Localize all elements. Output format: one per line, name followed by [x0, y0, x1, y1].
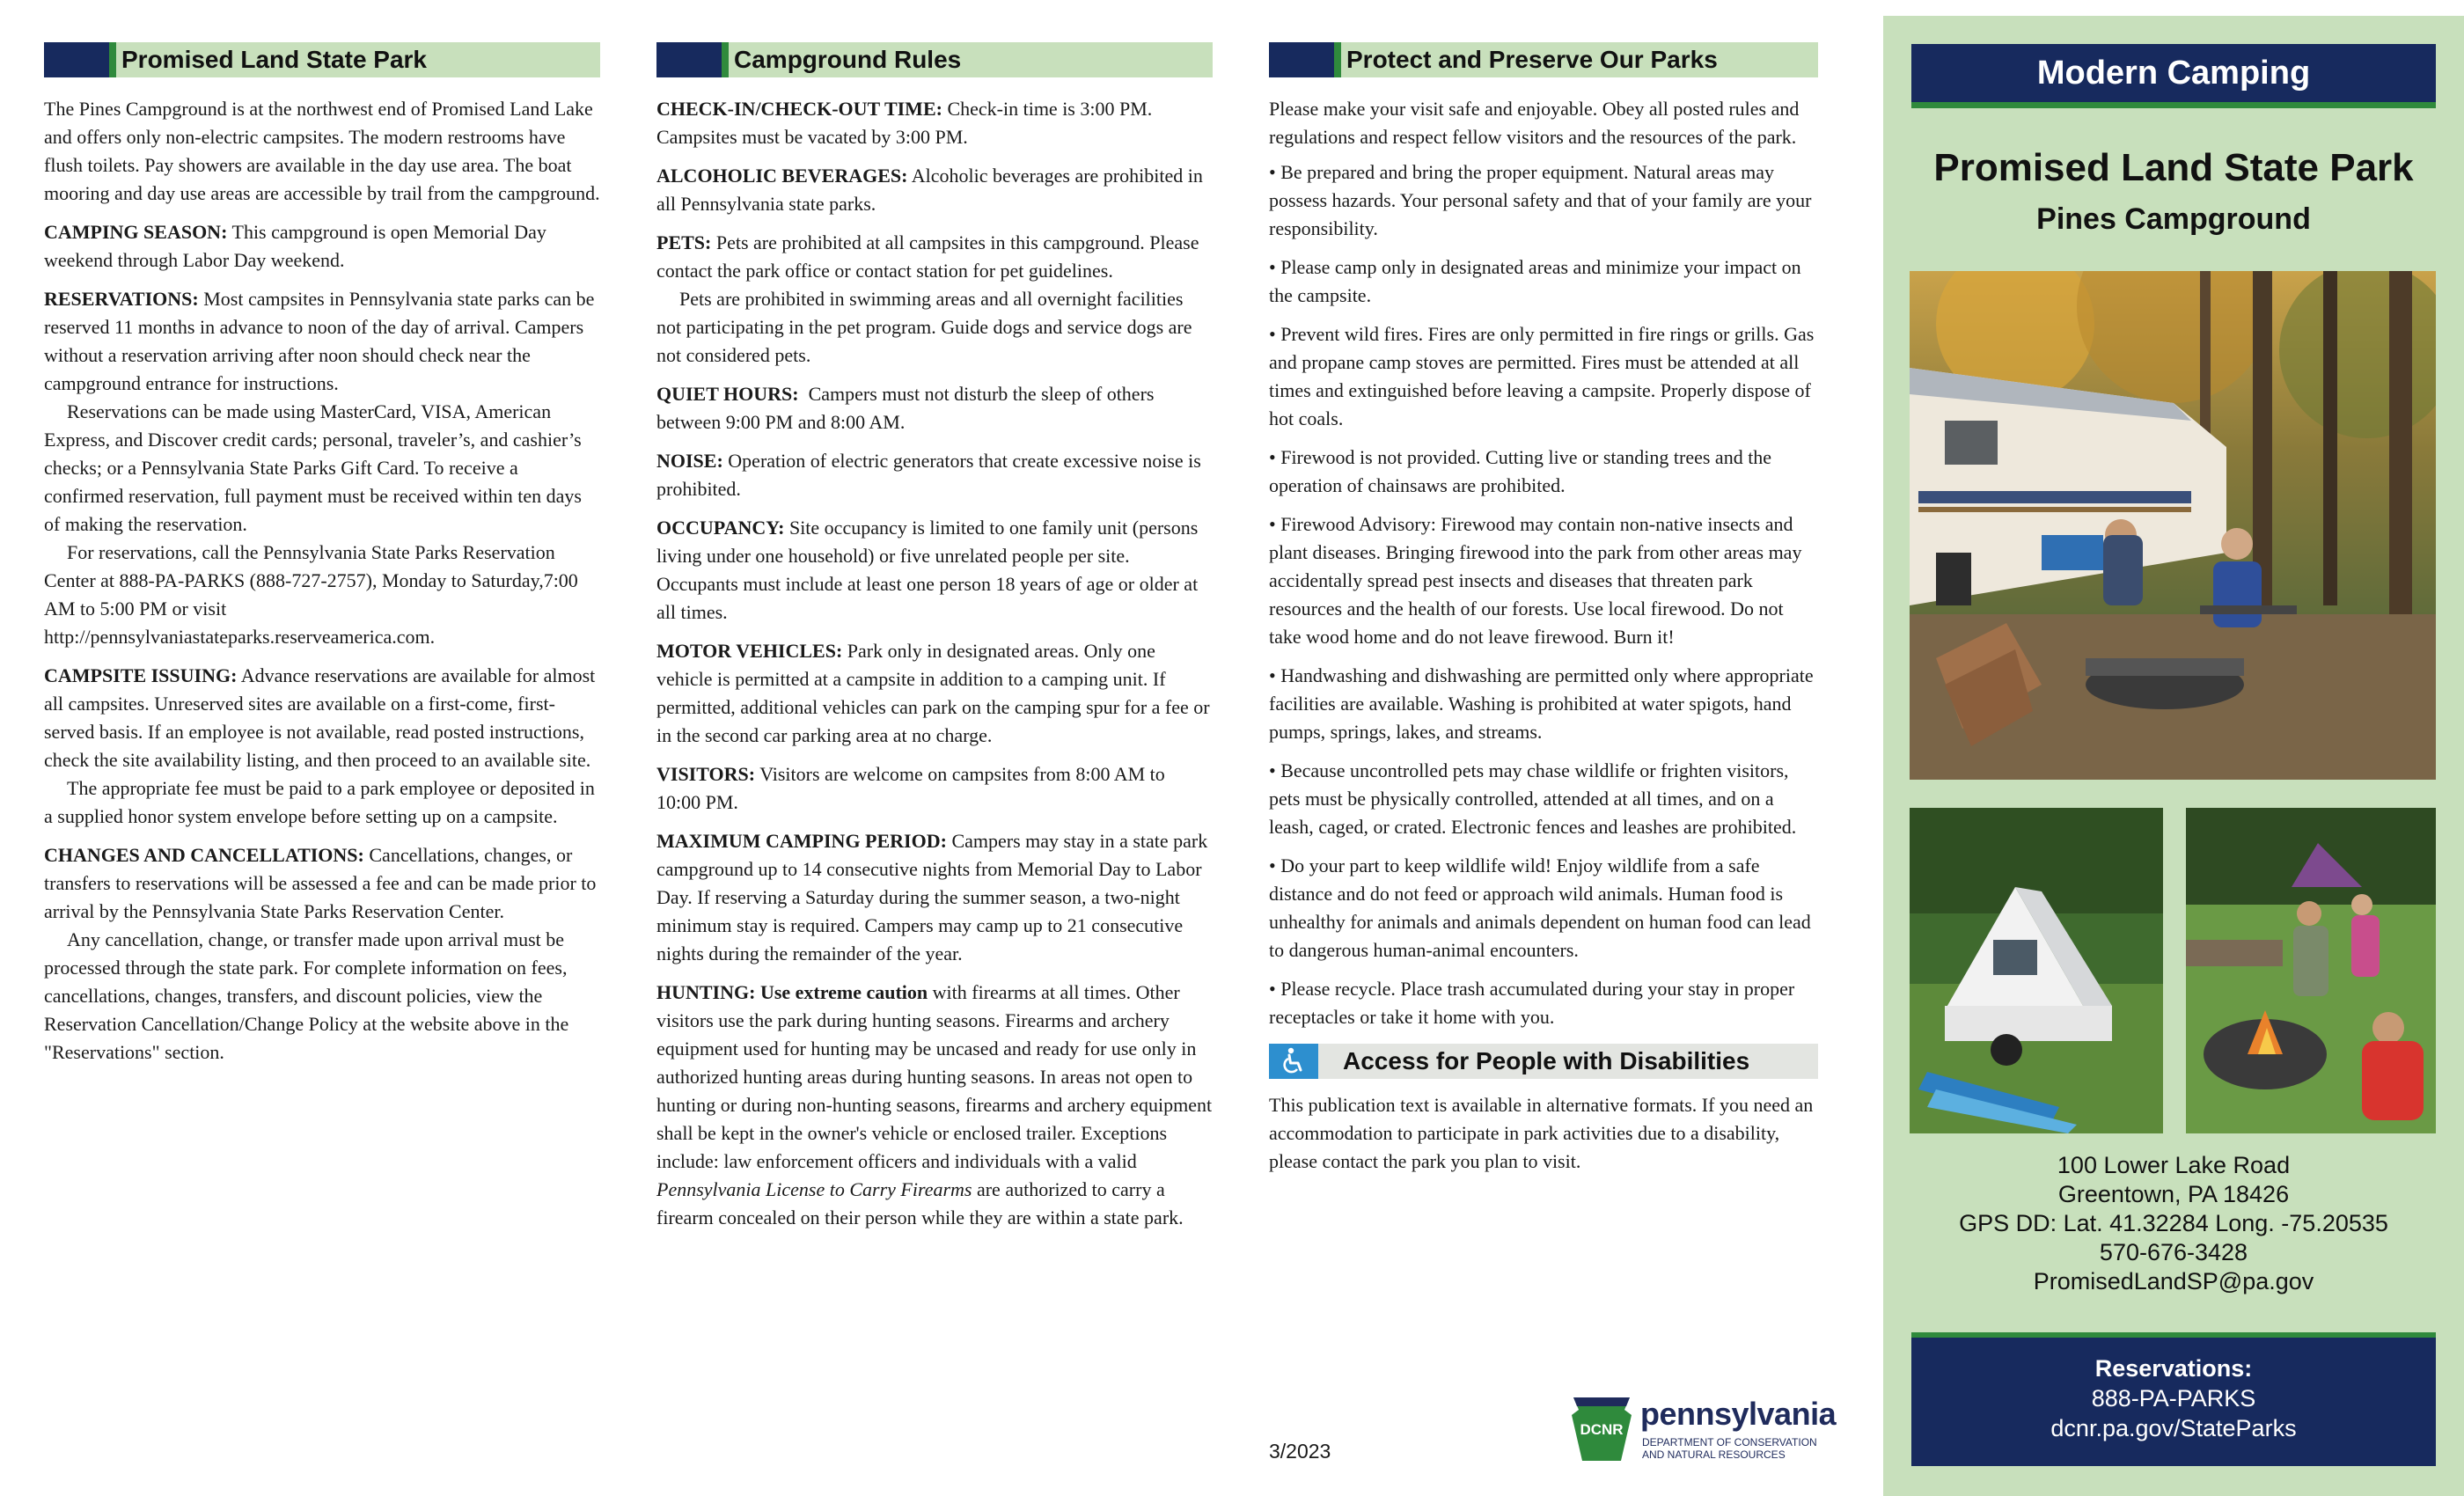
main-campsite-photo — [1910, 271, 2436, 780]
banner-text: Modern Camping — [2036, 55, 2311, 92]
label: ALCOHOLIC BEVERAGES: — [656, 165, 908, 187]
reservations-phone: 888-PA-PARKS — [2091, 1385, 2256, 1412]
bullet-item: • Please camp only in designated areas and minimize your impact on the campsite. — [1269, 256, 1801, 306]
park-title: Promised Land State Park — [1933, 146, 2414, 189]
max-camping-paragraph — [656, 827, 1213, 968]
cover-panel — [1883, 16, 2464, 1496]
text: with firearms at all times. Other visitors use the park during hunting seasons. Firearms and archery equipment used for hunting may be uncased and ready for use only in authorized hunting areas during hunting seasons. In areas not open to hunting or during non-hunting seasons, firearms and archery equipment shall be kept in the owner's vehicle or enclosed trailer. Exceptions include: law enforcement officers and individuals with a valid — [656, 981, 1213, 1172]
pets-paragraph — [656, 229, 1213, 285]
text: Cancellations, changes, or transfers to reservations will be assessed a fee and can be made prior to arrival by the Pennsylvania State Parks Reservation Center. — [44, 844, 597, 922]
logo-department — [1642, 1436, 1817, 1461]
visitors-paragraph — [656, 760, 1213, 817]
modern-camping-banner — [1911, 44, 2436, 108]
column-campground-rules — [656, 42, 1213, 1243]
section-header-protect — [1269, 42, 1818, 77]
label: QUIET HOURS: — [656, 383, 799, 405]
dept-line: AND NATURAL RESOURCES — [1642, 1448, 1786, 1461]
label: PETS: — [656, 231, 712, 253]
publication-date: 3/2023 — [1269, 1440, 1331, 1463]
label: NOISE: — [656, 450, 723, 472]
motor-vehicles-paragraph — [656, 637, 1213, 750]
label: OCCUPANCY: — [656, 517, 785, 539]
header-block — [44, 42, 109, 77]
text: Advance reservations are available for almost all campsites. Unreserved sites are available on a first-come, first-served basis. If an employee is not available, read posted instructions, check the site availability listing, and then proceed to an available site. — [44, 664, 596, 771]
reservations-website: dcnr.pa.gov/StateParks — [2050, 1415, 2297, 1441]
reservations-title: Reservations: — [2094, 1355, 2253, 1382]
campsite-issuing-paragraph — [44, 662, 600, 774]
quiet-hours-paragraph — [656, 380, 1213, 436]
text: Site occupancy is limited to one family unit (persons living under one household) or five unrelated people per site. Occupants must include at least one person 18 years of age or older at all times. — [656, 517, 1199, 623]
address-line: 100 Lower Lake Road — [2057, 1152, 2291, 1178]
contact-block — [1883, 1151, 2464, 1296]
text: Alcoholic beverages are prohibited in all Pennsylvania state parks. — [656, 165, 1203, 215]
label: CHANGES AND CANCELLATIONS: — [44, 844, 364, 866]
text-end: are authorized to carry a firearm concealed on their person while they are within a state park. — [656, 1178, 1184, 1228]
label: CAMPING SEASON: — [44, 221, 228, 243]
text: Pets are prohibited at all campsites in this campground. Please contact the park office or contact station for pet guidelines. — [656, 231, 1199, 282]
label: MAXIMUM CAMPING PERIOD: — [656, 830, 947, 852]
aframe-camper-photo — [1910, 808, 2163, 1133]
bullet-item: • Firewood Advisory: Firewood may contain non-native insects and plant diseases. Bringing firewood into the park from other areas may accidentally spread pest insects and diseases that threaten park resources and the health of our forests. Use local firewood. Do not take wood home and do not leave firewood. Burn it! — [1269, 513, 1802, 648]
text: Operation of electric generators that create excessive noise is prohibited. — [656, 450, 1201, 500]
section-heading: Campground Rules — [734, 46, 962, 73]
alcohol-paragraph — [656, 162, 1213, 218]
text: Campers must not disturb the sleep of others between 9:00 PM and 8:00 AM. — [656, 383, 1159, 433]
reservations-paragraph — [44, 285, 600, 398]
keystone-icon — [1570, 1396, 1633, 1463]
campground-subtitle: Pines Campground — [2036, 202, 2311, 236]
label: VISITORS: — [656, 763, 756, 785]
column-protect-parks — [1269, 42, 1818, 1186]
email-address: PromisedLandSP@pa.gov — [2033, 1268, 2314, 1294]
dept-line: DEPARTMENT OF CONSERVATION — [1642, 1436, 1817, 1448]
text: Visitors are welcome on campsites from 8:00 AM to 10:00 PM. — [656, 763, 1165, 813]
campfire-photo — [2186, 808, 2436, 1133]
reservations-contact-paragraph: For reservations, call the Pennsylvania State Parks Reservation Center at 888-PA-PARKS (888-727-2757), Monday to Saturday,7:00 AM to 5:00 PM or visit http://pennsylvaniastateparks.reserveamerica.com. — [44, 541, 578, 648]
address-line: Greentown, PA 18426 — [2057, 1181, 2290, 1207]
reservations-payment-paragraph: Reservations can be made using MasterCard, VISA, American Express, and Discover credit cards; personal, traveler’s, and cashier’s checks; or a Pennsylvania State Parks Gift Card. To receive a confirmed reservation, full payment must be received within ten days of making the reservation. — [44, 400, 582, 535]
bullet-item: • Be prepared and bring the proper equipment. Natural areas may possess hazards. Your personal safety and that of your family are your responsibility. — [1269, 161, 1812, 239]
changes-paragraph — [44, 841, 600, 926]
bullet-item: • Do your part to keep wildlife wild! Enjoy wildlife from a safe distance and do not feed or approach wild animals. Human food is unhealthy for animals and animals dependent on human food can lead to dangerous human-animal encounters. — [1269, 854, 1811, 961]
issuing-fee-paragraph: The appropriate fee must be paid to a park employee or deposited in a supplied honor system envelope before setting up on a campsite. — [44, 777, 595, 827]
text: Check-in time is 3:00 PM. Campsites must be vacated by 3:00 PM. — [656, 98, 1153, 148]
checkin-paragraph — [656, 95, 1213, 151]
section-heading: Access for People with Disabilities — [1343, 1047, 1750, 1074]
caution-text: Use extreme caution — [755, 981, 928, 1003]
label: MOTOR VEHICLES: — [656, 640, 843, 662]
bullet-item: • Firewood is not provided. Cutting live or standing trees and the operation of chainsaws are prohibited. — [1269, 446, 1772, 496]
text: This campground is open Memorial Day weekend through Labor Day weekend. — [44, 221, 546, 271]
dcnr-logo — [1570, 1394, 1837, 1466]
logo-wordmark: pennsylvania — [1640, 1396, 1837, 1432]
bullet-item: • Prevent wild fires. Fires are only permitted in fire rings or grills. Gas and propane camp stoves are permitted. Fires must be attended at all times and extinguished before leaving a campsite. Properly dispose of hot coals. — [1269, 323, 1815, 429]
bullet-item: • Because uncontrolled pets may chase wildlife or frighten visitors, pets must be physically controlled, attended at all times, and on a leash, caged, or crated. Electronic fences and leashes are prohibited. — [1269, 759, 1797, 838]
text: Park only in designated areas. Only one vehicle is permitted at a campsite in addition to a camping unit. If permitted, additional vehicles can park on the camping spur for a fee or in the second car parking area at no charge. — [656, 640, 1210, 746]
accessibility-icon — [1269, 1044, 1318, 1079]
phone-number: 570-676-3428 — [2099, 1239, 2248, 1265]
section-header-rules — [656, 42, 1213, 77]
section-header-access — [1269, 1044, 1818, 1079]
section-heading: Protect and Preserve Our Parks — [1346, 46, 1718, 73]
bullet-item: • Handwashing and dishwashing are permitted only where appropriate facilities are available. Washing is prohibited at water spigots, hand pumps, springs, lakes, and streams. — [1269, 664, 1814, 743]
access-paragraph: This publication text is available in alternative formats. If you need an accommodation to participate in park activities due to a disability, please contact the park you plan to visit. — [1269, 1094, 1814, 1172]
column-park-info — [44, 42, 600, 1077]
gps-coordinates: GPS DD: Lat. 41.32284 Long. -75.20535 — [1959, 1210, 2388, 1236]
label: CHECK-IN/CHECK-OUT TIME: — [656, 98, 942, 120]
license-text: Pennsylvania License to Carry Firearms — [656, 1178, 972, 1200]
text: Most campsites in Pennsylvania state parks can be reserved 11 months in advance to noon of the day of arrival. Campers without a reservation arriving after noon should check near the campground entrance for instructions. — [44, 288, 595, 394]
bullet-item: • Please recycle. Place trash accumulated during your stay in proper receptacles or take it home with you. — [1269, 978, 1795, 1028]
text: Campers may stay in a state park campground up to 14 consecutive nights from Memorial Day to Labor Day. If reserving a Saturday during the summer season, a two-night minimum stay is required. Campers may camp up to 21 consecutive nights during the remainder of the year. — [656, 830, 1208, 964]
reservations-box — [1911, 1332, 2436, 1466]
noise-paragraph — [656, 447, 1213, 503]
label: RESERVATIONS: — [44, 288, 199, 310]
hunting-paragraph — [656, 979, 1213, 1232]
intro-paragraph: The Pines Campground is at the northwest end of Promised Land Lake and offers only non-electric campsites. The modern restrooms have flush toilets. Pay showers are available in the day use area. The boat mooring and day use areas are accessible by trail from the campground. — [44, 98, 600, 204]
label: CAMPSITE ISSUING: — [44, 664, 238, 686]
label: HUNTING: — [656, 981, 756, 1003]
occupancy-paragraph — [656, 514, 1213, 627]
section-heading: Promised Land State Park — [121, 46, 428, 73]
header-block — [1269, 42, 1334, 77]
camping-season-paragraph — [44, 218, 600, 275]
cancellation-policy-paragraph: Any cancellation, change, or transfer made upon arrival must be processed through the state park. For complete information on fees, cancellations, changes, transfers, and discount policies, view the Reservation Cancellation/Change Policy at the website above in the "Reservations" section. — [44, 928, 569, 1063]
protect-intro-paragraph: Please make your visit safe and enjoyable. Obey all posted rules and regulations and respect fellow visitors and the resources of the park. — [1269, 98, 1800, 148]
header-block — [656, 42, 722, 77]
pets-guidelines-paragraph: Pets are prohibited in swimming areas and all overnight facilities not participating in the pet program. Guide dogs and service dogs are not considered pets. — [656, 288, 1192, 366]
logo-badge-text: DCNR — [1580, 1421, 1624, 1438]
section-header-park — [44, 42, 600, 77]
